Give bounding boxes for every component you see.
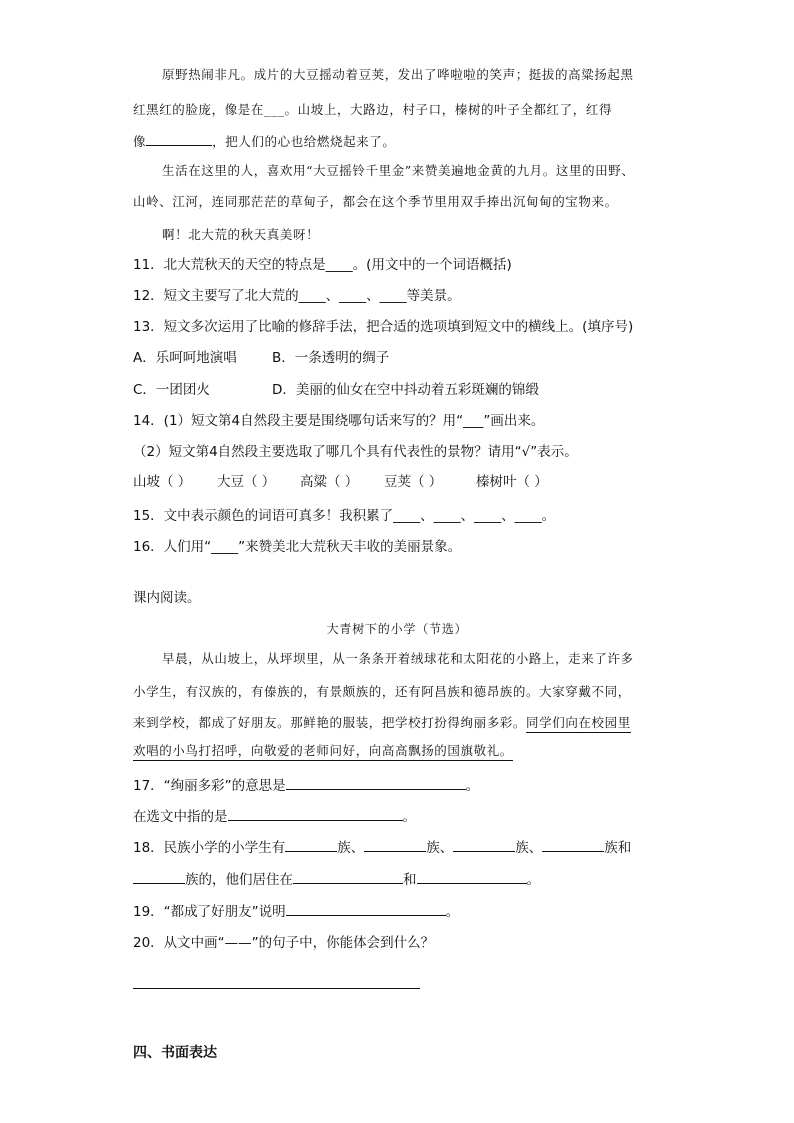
question-12: 12．短文主要写了北大荒的____、____、____等美景。 — [133, 288, 461, 304]
fill-blank[interactable] — [146, 131, 212, 146]
passage-line: 生活在这里的人，喜欢用“大豆摇铃千里金”来赞美遍地金黄的九月。这里的田野、 — [162, 163, 635, 178]
question-14-1: 14．(1）短文第4自然段主要是围绕哪句话来写的？用“___”画出来。 — [133, 413, 545, 429]
answer-blank[interactable] — [364, 837, 426, 852]
answer-blank[interactable] — [453, 837, 515, 852]
checkbox-item[interactable]: 山坡（ ） — [133, 474, 192, 490]
question-15: 15．文中表示颜色的词语可真多！我积累了____、____、____、____。 — [133, 508, 556, 524]
passage-line: 啊！北大荒的秋天真美呀！ — [162, 227, 320, 242]
passage-line: 像 ，把人们的心也给燃烧起来了。 — [133, 131, 396, 151]
question-11: 11．北大荒秋天的天空的特点是____。(用文中的一个词语概括) — [133, 257, 512, 273]
answer-blank[interactable] — [542, 837, 604, 852]
checkbox-item[interactable]: 豆荚（ ） — [384, 474, 443, 490]
question-18-line2: 族的，他们居住在 和 。 — [133, 869, 540, 889]
passage-line: 早晨，从山坡上，从坪坝里，从一条条开着绒球花和太阳花的小路上，走来了许多 — [162, 651, 634, 666]
passage-line: 原野热闹非凡。成片的大豆摇动着豆荚，发出了哗啦啦的笑声；挺拔的高粱扬起黑 — [162, 67, 634, 82]
checkbox-item[interactable]: 高粱（ ） — [300, 474, 359, 490]
option-b: B．一条透明的绸子 — [272, 350, 390, 366]
answer-blank[interactable] — [417, 869, 527, 884]
passage-line — [133, 742, 513, 761]
answer-blank[interactable] — [228, 806, 403, 821]
passage-line: 山岭、江河，连同那茫茫的草甸子，都会在这个季节里用双手捧出沉甸甸的宝物来。 — [133, 194, 618, 209]
checkbox-item[interactable]: 大豆（ ） — [217, 474, 276, 490]
option-d: D．美丽的仙女在空中抖动着五彩斑斓的锦缎 — [272, 382, 539, 398]
question-18: 18．民族小学的小学生有 族、 族、 族、 族和 — [133, 837, 631, 857]
answer-blank[interactable] — [286, 775, 466, 790]
answer-blank[interactable] — [133, 869, 185, 884]
question-13: 13．短文多次运用了比喻的修辞手法，把合适的选项填到短文中的横线上。(填序号) — [133, 319, 634, 335]
question-19: 19．“都成了好朋友”说明 。 — [133, 901, 459, 921]
question-16: 16．人们用“____”来赞美北大荒秋天丰收的美丽景象。 — [133, 539, 462, 555]
answer-blank[interactable] — [286, 901, 446, 916]
underlined-sentence: 同学们向在校园里 — [526, 714, 631, 733]
checkbox-item[interactable]: 榛树叶（ ） — [476, 474, 548, 490]
answer-blank[interactable] — [285, 837, 337, 852]
option-c: C．一团团火 — [133, 382, 210, 398]
question-17-b: 在选文中指的是 。 — [133, 806, 416, 826]
passage-line: 红黑红的脸庞，像是在___。山坡上，大路边，村子口，榛树的叶子全都红了，红得 — [133, 102, 613, 117]
section-intro: 课内阅读。 — [133, 590, 201, 606]
answer-blank[interactable] — [293, 869, 403, 884]
question-17: 17．“绚丽多彩”的意思是 。 — [133, 775, 479, 795]
passage-line: 小学生，有汉族的，有傣族的，有景颇族的，还有阿昌族和德昂族的。大家穿戴不同， — [133, 684, 631, 699]
option-a: A．乐呵呵地演唱 — [133, 350, 237, 366]
question-20: 20．从文中画“——”的句子中，你能体会到什么？ — [133, 935, 435, 951]
passage-title: 大青树下的小学（节选） — [326, 622, 468, 636]
passage-line: 来到学校，都成了好朋友。那鲜艳的服装，把学校打扮得绚丽多彩。同学们向在校园里 — [133, 714, 631, 733]
section-heading: 四、书面表达 — [133, 1045, 217, 1061]
underlined-sentence: 欢唱的小鸟打招呼，向敬爱的老师问好，向高高飘扬的国旗敬礼。 — [133, 742, 513, 761]
answer-line[interactable] — [133, 988, 420, 989]
question-14-2: （2）短文第4自然段主要选取了哪几个具有代表性的景物？请用“√”表示。 — [133, 444, 578, 460]
